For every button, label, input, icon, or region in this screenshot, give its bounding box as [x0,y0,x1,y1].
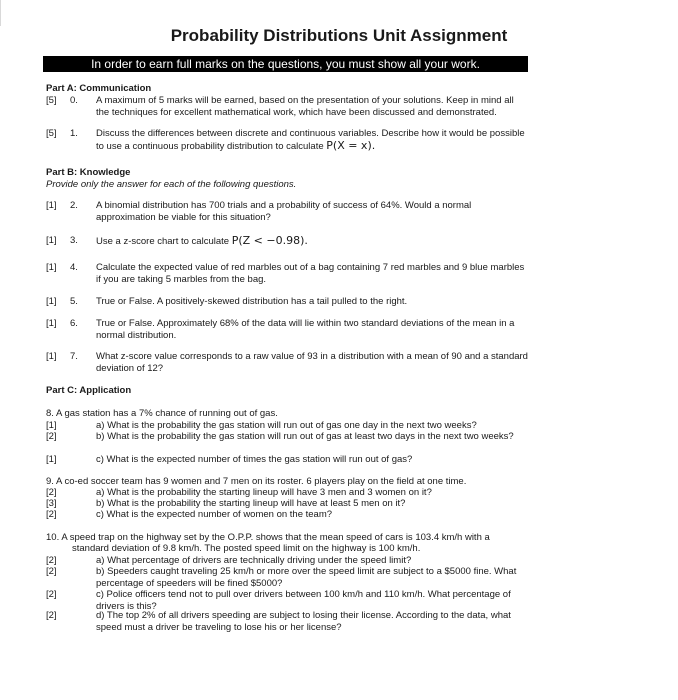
marks-q10b: [2] [46,566,57,577]
marks-q9c: [2] [46,509,57,520]
part-b-instructions: Provide only the answer for each of the following questions. [46,179,297,190]
marks-q10d: [2] [46,610,57,621]
question-1-math: P(X = x). [326,139,376,152]
question-3-math: P(Z < −0.98). [231,234,308,247]
question-3 [96,235,528,248]
marks-q10c: [2] [46,589,57,600]
marks-q8c: [1] [46,454,57,465]
question-7-text: What z-score value corresponds to a raw value of 93 in a distribution with a mean of 90 and a standard deviation of 12? [96,351,528,374]
question-1 [96,128,528,153]
number-q1: 1. [70,128,78,139]
marks-q4: [1] [46,262,57,273]
question-10d-text: d) The top 2% of all drivers speeding are subject to losing their license. According to the data, what speed must a driver be traveling to lose his or her license? [96,610,511,633]
number-q3: 3. [70,235,78,246]
question-9-stem: 9. A co-ed soccer team has 9 women and 7 men on its roster. 6 players play on the field at one time. [46,476,467,487]
number-q5: 5. [70,296,78,307]
question-5-text: True or False. A positively-skewed distribution has a tail pulled to the right. [96,296,408,307]
question-6-text: True or False. Approximately 68% of the data will lie within two standard deviations of the mean in a normal distribution. [96,318,515,341]
number-q0: 0. [70,95,78,106]
number-q4: 4. [70,262,78,273]
part-c-heading: Part C: Application [46,385,132,396]
marks-q8a: [1] [46,420,57,431]
question-10-stem-line-2: standard deviation of 9.8 km/h. The posted speed limit on the highway is 100 km/h. [72,543,421,554]
question-0-text: A maximum of 5 marks will be earned, based on the presentation of your solutions. Keep in mind all the techniques for excellent mathematical work, which have been discussed and demonstrated. [96,95,514,118]
marks-q10a: [2] [46,555,57,566]
marks-q1: [5] [46,128,57,139]
page-edge-divider [0,0,1,26]
question-10b-text: b) Speeders caught traveling 25 km/h or more over the speed limit are subject to a $5000 fine. What percentage of speeders will be fined $5000? [96,566,517,589]
instructions-banner: In order to earn full marks on the questions, you must show all your work. [43,56,528,72]
part-a-heading: Part A: Communication [46,83,152,94]
question-1-text: Discuss the differences between discrete and continuous variables. Describe how it would be possible to use a continuous probability distribution to calculate [96,128,525,152]
number-q6: 6. [70,318,78,329]
page-title: Probability Distributions Unit Assignment [170,26,508,45]
marks-q9a: [2] [46,487,57,498]
question-8-stem: 8. A gas station has a 7% chance of running out of gas. [46,408,278,419]
question-2-text: A binomial distribution has 700 trials and a probability of success of 64%. Would a normal approximation be viable for this situation? [96,200,472,223]
marks-q0: [5] [46,95,57,106]
marks-q8b: [2] [46,431,57,442]
question-9c-text: c) What is the expected number of women on the team? [96,509,333,520]
question-8b-text: b) What is the probability the gas station will run out of gas at least two days in the next two weeks? [96,431,514,442]
marks-q5: [1] [46,296,57,307]
question-10-stem: 10. A speed trap on the highway set by the O.P.P. shows that the mean speed of cars is 103.4 km/h with a [46,532,490,543]
marks-q6: [1] [46,318,57,329]
question-3-text: Use a z-score chart to calculate [96,236,230,247]
marks-q7: [1] [46,351,57,362]
marks-q3: [1] [46,235,57,246]
question-8c-text: c) What is the expected number of times the gas station will run out of gas? [96,454,413,465]
number-q2: 2. [70,200,78,211]
marks-q2: [1] [46,200,57,211]
question-9b-text: b) What is the probability the starting lineup will have at least 5 men on it? [96,498,406,509]
question-8a-text: a) What is the probability the gas station will run out of gas one day in the next two weeks? [96,420,477,431]
question-10c-text: c) Police officers tend not to pull over drivers between 100 km/h and 110 km/h. What percentage of drivers is this? [96,589,511,612]
question-4-text: Calculate the expected value of red marbles out of a bag containing 7 red marbles and 9 blue marbles if you are taking 5 marbles from the bag. [96,262,525,285]
part-b-heading: Part B: Knowledge [46,167,131,178]
question-10a-text: a) What percentage of drivers are technically driving under the speed limit? [96,555,412,566]
question-9a-text: a) What is the probability the starting lineup will have 3 men and 3 women on it? [96,487,432,498]
marks-q9b: [3] [46,498,57,509]
number-q7: 7. [70,351,78,362]
